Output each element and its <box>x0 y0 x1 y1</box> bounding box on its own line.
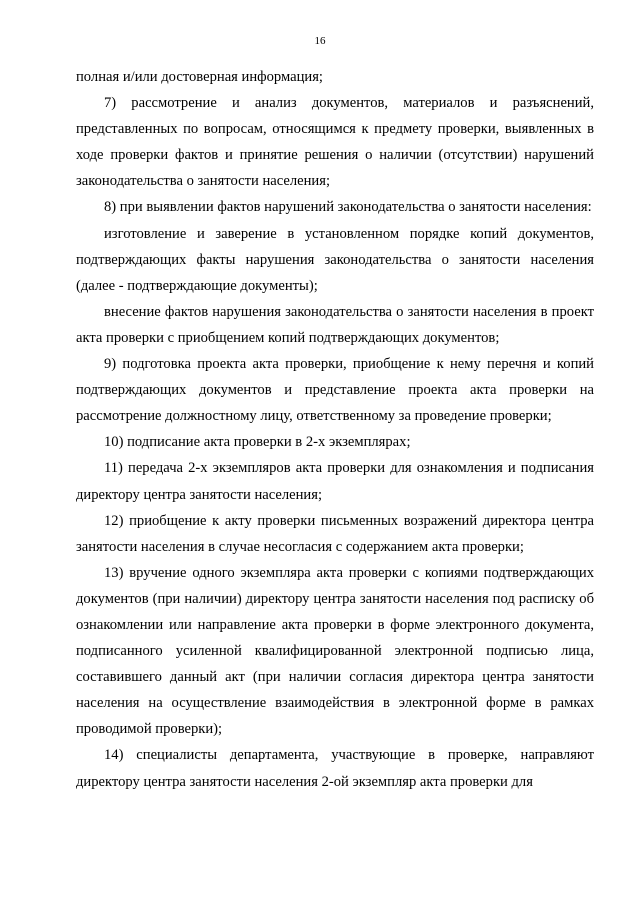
paragraph-item-11: 11) передача 2-х экземпляров акта проверки для ознакомления и подписания директору центра занятости населения; <box>76 460 594 503</box>
paragraph-item-14: 14) специалисты департамента, участвующие в проверке, направляют директору центра занятости населения 2-ой экземпляр акта проверки для <box>76 747 594 790</box>
document-body <box>76 64 594 795</box>
paragraph-item-8: 8) при выявлении фактов нарушений законодательства о занятости населения: <box>104 199 592 216</box>
paragraph-continuation: полная и/или достоверная информация; <box>76 69 323 85</box>
paragraph-item-7: 7) рассмотрение и анализ документов, материалов и разъяснений, представленных по вопросам, относящимся к предмету проверки, выявленных в ходе проверки фактов и принятие решения о наличии (отсутствии) нарушений законодательства о занятости населения; <box>76 95 594 190</box>
paragraph-item-9: 9) подготовка проекта акта проверки, приобщение к нему перечня и копий подтверждающих документов и представление проекта акта проверки на рассмотрение должностному лицу, ответственному за проведение проверки; <box>76 356 594 425</box>
paragraph-item-13: 13) вручение одного экземпляра акта проверки с копиями подтверждающих документов (при наличии) директору центра занятости населения под расписку об ознакомлении или направление акта проверки в форме электронного документа, подписанного усиленной квалифицированной электронной подписью лица, составившего данный акт (при наличии согласия директора центра занятости населения на осуществление взаимодействия в электронной форме в рамках проводимой проверки); <box>76 564 594 738</box>
paragraph-item-10: 10) подписание акта проверки в 2-х экземплярах; <box>104 434 411 451</box>
page-number: 16 <box>314 35 326 47</box>
paragraph-item-8-sub-2: внесение фактов нарушения законодательства о занятости населения в проект акта проверки с приобщением копий подтверждающих документов; <box>76 303 594 346</box>
paragraph-item-12: 12) приобщение к акту проверки письменных возражений директора центра занятости населения в случае несогласия с содержанием акта проверки; <box>76 512 594 555</box>
paragraph-item-8-sub-1: изготовление и заверение в установленном порядке копий документов, подтверждающих факты нарушения законодательства о занятости населения (далее - подтверждающие документы); <box>76 225 594 294</box>
